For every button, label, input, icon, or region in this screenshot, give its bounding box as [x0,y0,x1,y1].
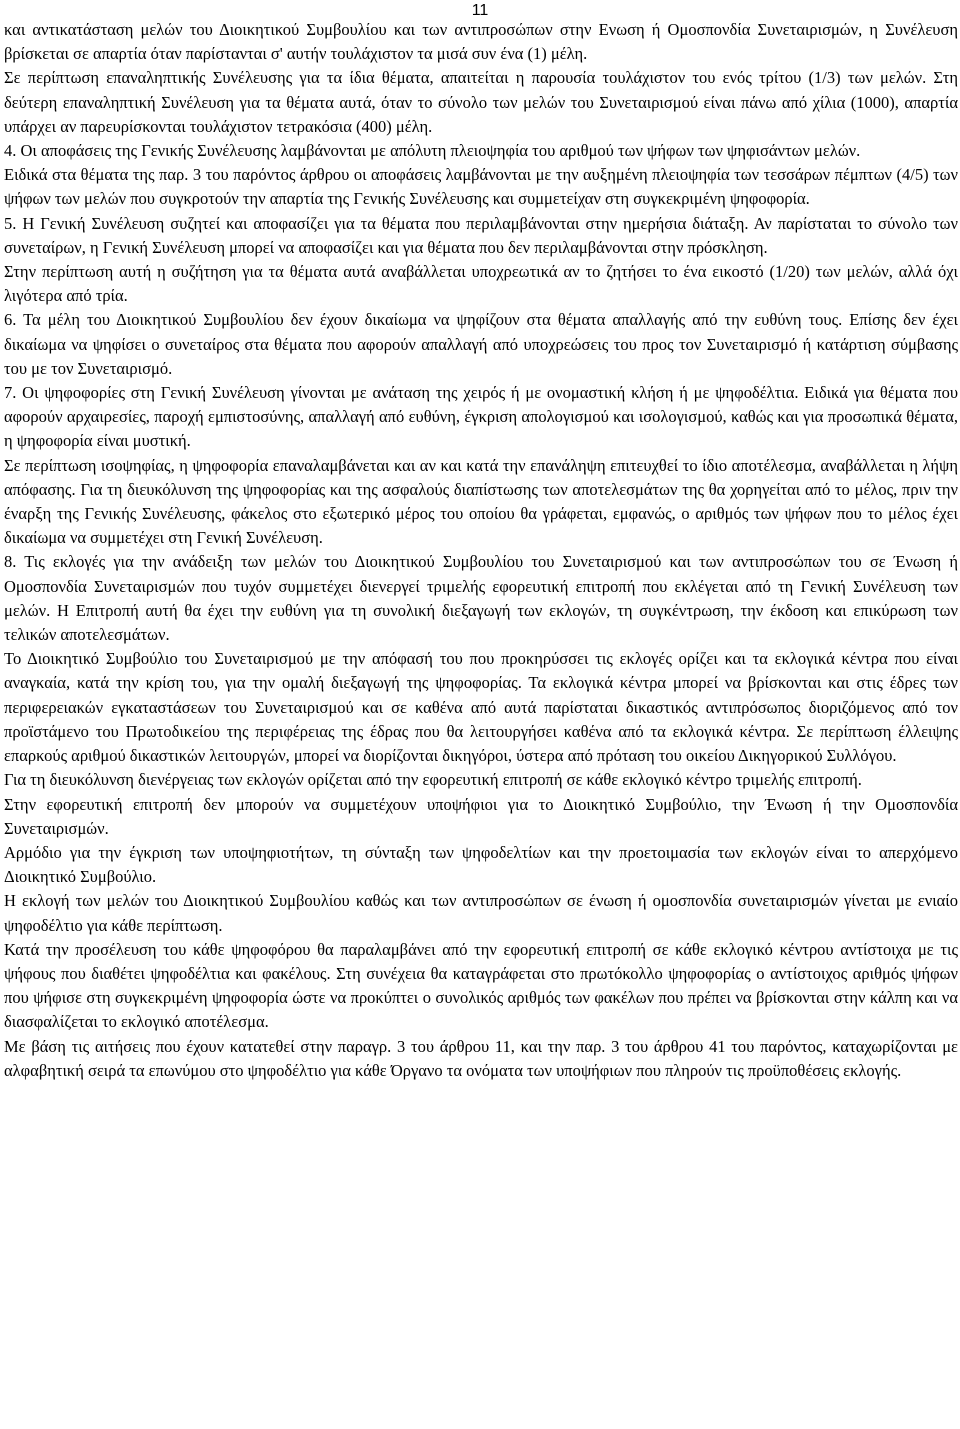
paragraph-quorum-continuation: και αντικατάσταση μελών του Διοικητικού Συμβουλίου και των αντιπροσώπων στην Ενωση ή Ομοσπονδία Συνεταιρισμών, η Συνέλευση βρίσκεται σε απαρτία όταν παρίστανται σ' αυτήν τουλάχιστον τα μισά συν ένα (1) μέλη. [4,20,958,64]
paragraph-candidacy-approval: Αρμόδιο για την έγκριση των υποψηφιοτήτων, τη σύνταξη των ψηφοδελτίων και την προετοιμασία των εκλογών είναι το απερχόμενο Διοικητικό Συμβούλιο. [4,842,958,887]
paragraph-candidate-listing: Με βάση τις αιτήσεις που έχουν κατατεθεί στην παραγρ. 3 του άρθρου 11, και την παρ. 3 του άρθρου 41 του παρόντος, καταχωρίζονται με αλφαβητική σειρά τα επωνύμου στο ψηφοδέλτιο για κάθε Όργανο τα ονόματα των υποψήφιων που πληρούν τις προϋποθέσεις εκλογής. [4,1036,958,1080]
body-text [4,18,958,1083]
paragraph-6-board-voting: 6. Τα μέλη του Διοικητικού Συμβουλίου δεν έχουν δικαίωμα να ψηφίζουν στα θέματα απαλλαγής από την ευθύνη τους. Επίσης δεν έχει δικαίωμα να ψηφίσει ο συνεταίρος στα θέματα που αφορούν απαλλαγή από υποχρεώσεις του προς τον Συνεταιρισμό ή κατάρτιση σύμβασης του με τον Συνεταιρισμό. [4,310,958,378]
paragraph-7-voting-methods: 7. Οι ψηφοφορίες στη Γενική Συνέλευση γίνονται με ανάταση της χειρός ή με ονομαστική κλήση ή με ψηφοδέλτια. Ειδικά για θέματα που αφορούν αρχαιρεσίες, παροχή εμπιστοσύνης, απαλλαγή από ευθύνη, έγκριση απολογισμού και ισολογισμού, καθώς και για προσωπικά θέματα, η ψηφοφορία είναι μυστική. [4,383,958,451]
paragraph-8-elections: 8. Τις εκλογές για την ανάδειξη των μελών του Διοικητικού Συμβουλίου του Συνεταιρισμού και των αντιπροσώπων του σε Ένωση ή Ομοσπονδία Συνεταιρισμών που τυχόν συμμετέχει διενεργεί τριμελής εφορευτική επιτροπή που εκλέγεται από τη Γενική Συνέλευση των μελών. Η Επιτροπή αυτή θα έχει την ευθύνη για τη συνολική διεξαγωγή των εκλογών, τη συγκέντρωση, την έκδοση και επικύρωση των τελικών αποτελεσμάτων. [4,552,958,645]
paragraph-special-majority: Ειδικά στα θέματα της παρ. 3 του παρόντος άρθρου οι αποφάσεις λαμβάνονται με την αυξημένη πλειοψηφία των τεσσάρων πέμπτων (4/5) των ψήφων των μελών που συγκροτούν την απαρτία της Γενικής Συνέλευσης και συμμετείχαν στη συγκεκριμένη ψηφοφορία. [4,165,958,209]
paragraph-5-agenda: 5. Η Γενική Συνέλευση συζητεί και αποφασίζει για τα θέματα που περιλαμβάνονται στην ημερήσια διάταξη. Αν παρίσταται το σύνολο των συνεταίρων, η Γενική Συνέλευση μπορεί να αποφασίζει και για θέματα που δεν περιλαμβάνονται στην πρόσκληση. [4,213,958,257]
paragraph-tie-vote: Σε περίπτωση ισοψηφίας, η ψηφοφορία επαναλαμβάνεται και αν και κατά την επανάληψη επιτευχθεί το ίδιο αποτέλεσμα, αναβάλλεται η λήψη απόφασης. Για τη διευκόλυνση της ψηφοφορίας και της ασφαλούς διαπίστωσης των αποτελεσμάτων της θα χορηγείται από το μέλος, πριν την έναρξη της Γενικής Συνέλευσης, φάκελος στο εξωτερικό μέρος του οποίου θα γράφεται, εμφανώς, ο αριθμός των ψήφων που το μέλος έχει δικαίωμα να συμμετέχει στη Γενική Συνέλευση. [4,455,958,548]
paragraph-voter-procedure: Κατά την προσέλευση του κάθε ψηφοφόρου θα παραλαμβάνει από την εφορευτική επιτροπή σε κάθε εκλογικό κέντρου αντίστοιχα με τις ψήφους που διαθέτει ψηφοδέλτια και φακέλους. Στη συνέχεια θα καταγράφεται στο πρωτόκολλο ψηφοφορίας ο αντίστοιχος αριθμός ψήφων που ψήφισε στη συγκεκριμένη ψηφοφορία ώστε να προκύπτει ο συνολικός αριθμός των φακέλων που πρέπει να βρίσκονται στην κάλπη και να διασφαλίζεται το εκλογικό αποτέλεσμα. [4,939,958,1032]
paragraph-postponement: Στην περίπτωση αυτή η συζήτηση για τα θέματα αυτά αναβάλλεται υποχρεωτικά αν το ζητήσει το ένα εικοστό (1/20) των μελών, αλλά όχι λιγότερα από τρία. [4,262,958,306]
paragraph-repeat-assembly-quorum: Σε περίπτωση επαναληπτικής Συνέλευσης για τα ίδια θέματα, απαιτείται η παρουσία τουλάχιστον του ενός τρίτου (1/3) των μελών. Στη δεύτερη επαναληπτική Συνέλευση για τα θέματα αυτά, όταν το σύνολο των μελών του Συνεταιρισμού είναι πάνω από χίλια (1000), απαρτία υπάρχει αν παρευρίσκονται τουλάχιστον τετρακόσια (400) μέλη. [4,68,958,136]
paragraph-center-committee: Για τη διευκόλυνση διενέργειας των εκλογών ορίζεται από την εφορευτική επιτροπή σε κάθε εκλογικό κέντρο τριμελής επιτροπή. [4,770,862,790]
paragraph-election-centers: Το Διοικητικό Συμβούλιο του Συνεταιρισμού με την απόφασή του που προκηρύσσει τις εκλογές ορίζει και τα εκλογικά κέντρα που είναι αναγκαία, κατά την κρίση του, για την ομαλή διεξαγωγή της ψηφοφορίας. Τα εκλογικά κέντρα μπορεί να βρίσκονται και στις έδρες των περιφερειακών εγκαταστάσεων του Συνεταιρισμού και σε καθένα από αυτά παρίσταται δικαστικός αντιπρόσωπος διοριζόμενος από τον προϊστάμενο του Πρωτοδικείου της περιφέρειας της έδρας που θα λειτουργήσει καθένα από τα εκλογικά κέντρα. Σε περίπτωση έλλειψης επαρκούς αριθμού δικαστικών λειτουργών, μπορεί να διορίζονται δικηγόροι, ύστερα από πρόταση του οικείου Δικηγορικού Συλλόγου. [4,649,958,766]
paragraph-committee-eligibility: Στην εφορευτική επιτροπή δεν μπορούν να συμμετέχουν υποψήφιοι για το Διοικητικό Συμβούλιο, την Ένωση ή την Ομοσπονδία Συνεταιρισμών. [4,794,958,838]
paragraph-single-ballot: Η εκλογή των μελών του Διοικητικού Συμβουλίου καθώς και των αντιπροσώπων σε ένωση ή ομοσπονδία συνεταιρισμών γίνεται με ενιαίο ψηφοδέλτιο για κάθε περίπτωση. [4,891,958,935]
paragraph-4-majority: 4. Οι αποφάσεις της Γενικής Συνέλευσης λαμβάνονται με απόλυτη πλειοψηφία του αριθμού των ψήφων των ψηφισάντων μελών. [4,141,861,161]
page-number: 11 [471,2,489,19]
